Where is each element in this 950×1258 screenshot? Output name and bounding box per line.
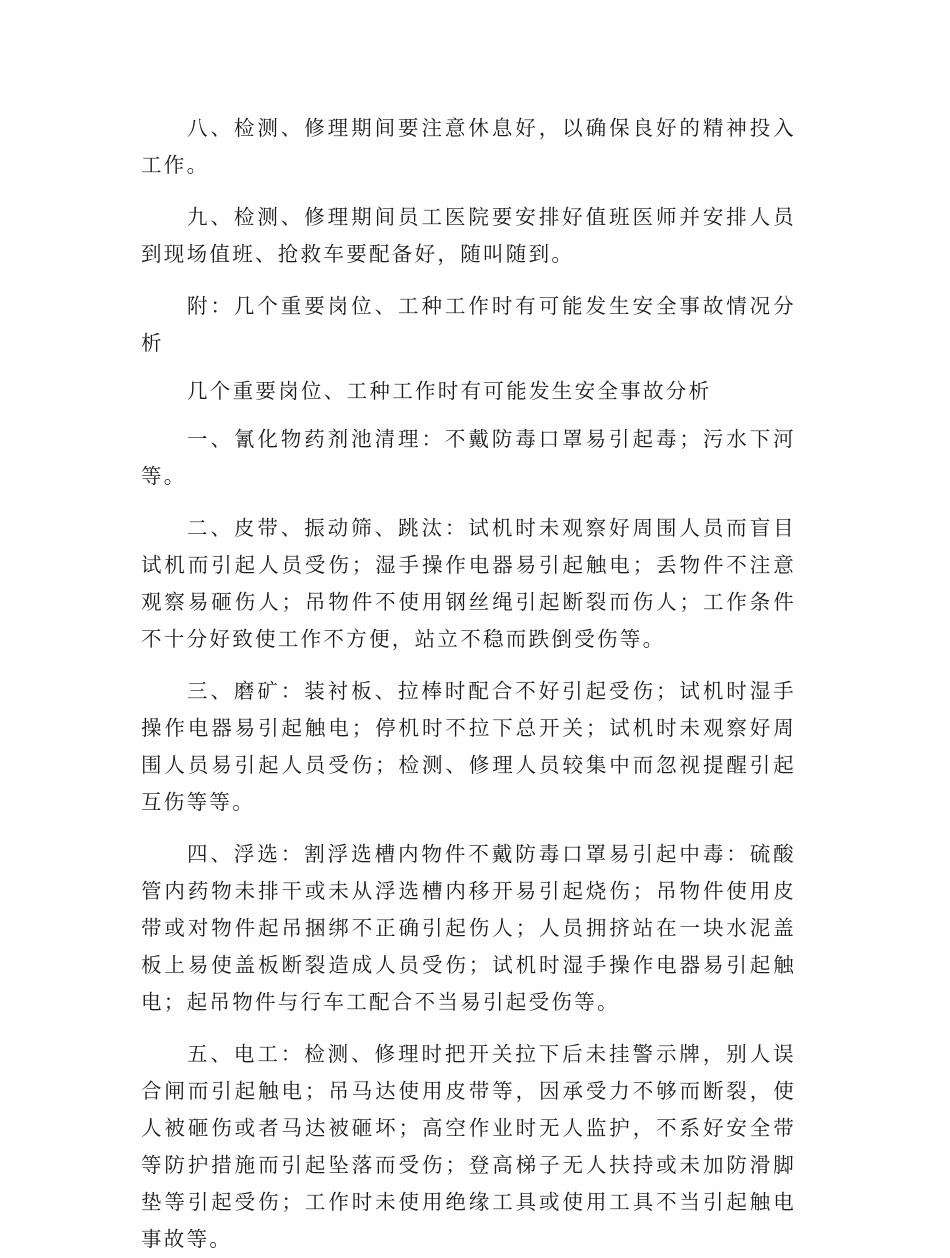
hazard-item-4: 四、浮选：割浮选槽内物件不戴防毒口罩易引起中毒：硫酸管内药物未排干或未从浮选槽内移开易引起烧伤；吊物件使用皮带或对物件起吊捆绑不正确引起伤人；人员拥挤站在一块水泥盖板上易使盖板断裂造成人员受伤；试机时湿手操作电器易引起触电；起吊物件与行车工配合不当易引起受伤等。 bbox=[141, 842, 796, 1014]
paragraph-item-9: 九、检测、修理期间员工医院要安排好值班医师并安排人员到现场值班、抢救车要配备好，随叫随到。 bbox=[141, 205, 796, 266]
hazard-item-1: 一、氰化物药剂池清理：不戴防毒口罩易引起毒；污水下河等。 bbox=[141, 427, 796, 488]
section-heading: 几个重要岗位、工种工作时有可能发生安全事故分析 bbox=[187, 379, 712, 403]
hazard-item-2: 二、皮带、振动筛、跳汰：试机时未观察好周围人员而盲目试机而引起人员受伤；湿手操作电器易引起触电；丢物件不注意观察易砸伤人；吊物件不使用钢丝绳引起断裂而伤人；工作条件不十分好致使工作不方便，站立不稳而跌倒受伤等。 bbox=[141, 516, 796, 651]
document-page bbox=[141, 110, 796, 1258]
paragraph-item-8: 八、检测、修理期间要注意休息好，以确保良好的精神投入工作。 bbox=[141, 116, 796, 177]
hazard-item-3: 三、磨矿：装衬板、拉棒时配合不好引起受伤；试机时湿手操作电器易引起触电；停机时不拉下总开关；试机时未观察好周围人员易引起人员受伤；检测、修理人员较集中而忽视提醒引起互伤等等。 bbox=[141, 679, 796, 814]
appendix-note: 附：几个重要岗位、工种工作时有可能发生安全事故情况分析 bbox=[141, 294, 796, 355]
hazard-item-5: 五、电工：检测、修理时把开关拉下后未挂警示牌，别人误合闸而引起触电；吊马达使用皮带等，因承受力不够而断裂，使人被砸伤或者马达被砸坏；高空作业时无人监护，不系好安全带等防护措施而引起坠落而受伤；登高梯子无人扶持或未加防滑脚垫等引起受伤；工作时未使用绝缘工具或使用工具不当引起触电事故等。 bbox=[141, 1042, 796, 1251]
